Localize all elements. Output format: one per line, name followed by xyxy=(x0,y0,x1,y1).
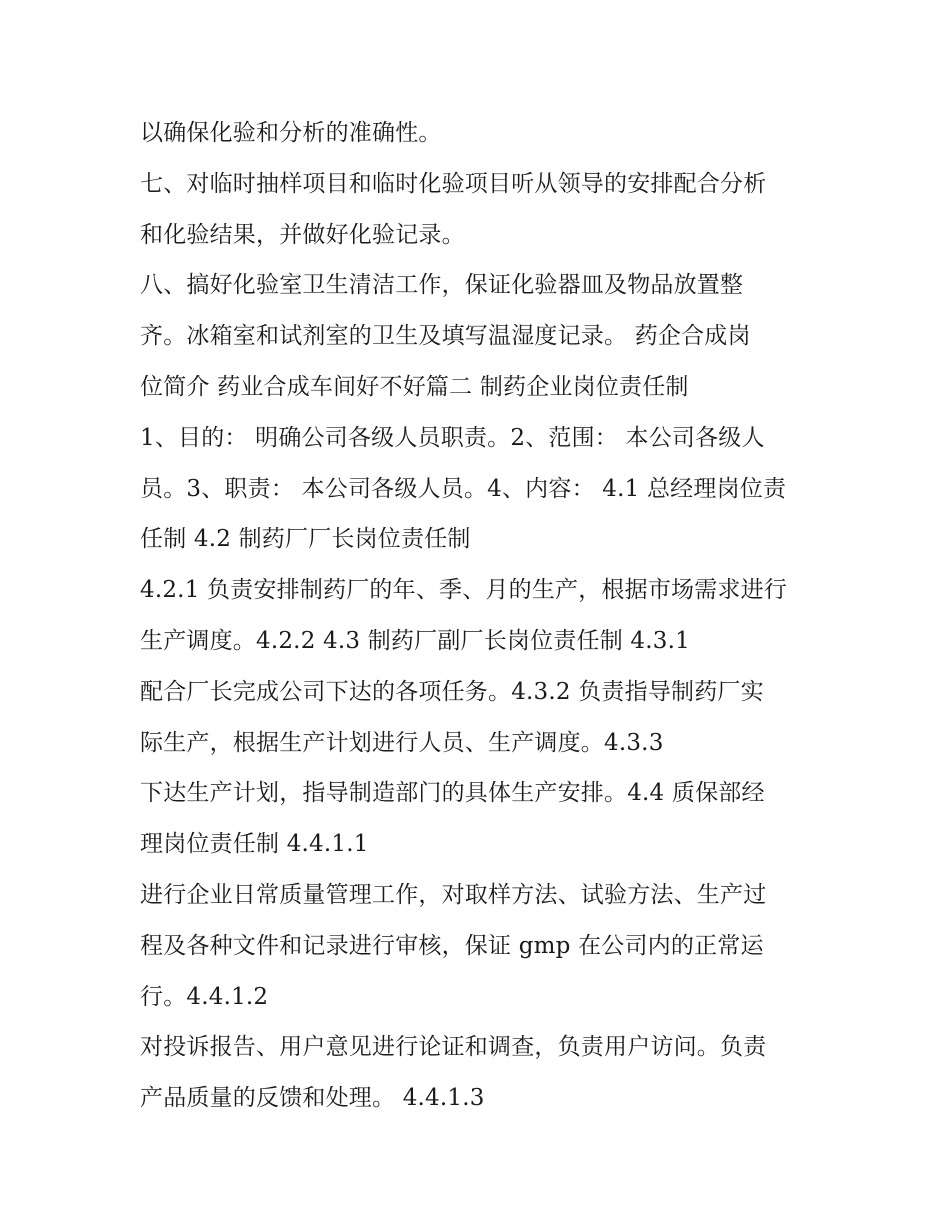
text-line: 对投诉报告、用户意见进行论证和调查，负责用户访问。负责 xyxy=(140,1034,767,1061)
text-line: 任制 4.2 制药厂厂长岗位责任制 xyxy=(140,526,471,553)
text-line: 和化验结果，并做好化验记录。 xyxy=(140,221,465,248)
text-line: 配合厂长完成公司下达的各项任务。4.3.2 负责指导制药厂实 xyxy=(140,678,764,705)
text-line: 下达生产计划，指导制造部门的具体生产安排。4.4 质保部经 xyxy=(140,780,765,807)
text-line: 生产调度。4.2.2 4.3 制药厂副厂长岗位责任制 4.3.1 xyxy=(140,627,690,654)
text-line: 4.2.1 负责安排制药厂的年、季、月的生产，根据市场需求进行 xyxy=(140,577,788,604)
text-line: 行。4.4.1.2 xyxy=(140,983,269,1010)
text-line: 位简介 药业合成车间好不好篇二 制药企业岗位责任制 xyxy=(140,373,689,400)
body-text xyxy=(140,108,830,1124)
text-line: 进行企业日常质量管理工作，对取样方法、试验方法、生产过 xyxy=(140,881,767,908)
text-line: 以确保化验和分析的准确性。 xyxy=(140,120,442,146)
text-line: 产品质量的反馈和处理。 4.4.1.3 xyxy=(140,1085,485,1112)
text-line: 理岗位责任制 4.4.1.1 xyxy=(140,831,369,858)
text-line: 际生产，根据生产计划进行人员、生产调度。4.3.3 xyxy=(140,729,664,756)
text-line: 1、目的： 明确公司各级人员职责。2、范围： 本公司各级人 xyxy=(140,424,765,451)
text-line: 齐。冰箱室和试剂室的卫生及填写温湿度记录。 药企合成岗 xyxy=(140,323,751,350)
text-line: 员。3、职责： 本公司各级人员。4、内容： 4.1 总经理岗位责 xyxy=(140,475,787,502)
text-line: 八、搞好化验室卫生清洁工作，保证化验器皿及物品放置整 xyxy=(140,272,744,299)
text-line: 七、对临时抽样项目和临时化验项目听从领导的安排配合分析 xyxy=(140,170,767,197)
text-line: 程及各种文件和记录进行审核，保证 gmp 在公司内的正常运 xyxy=(140,932,764,959)
